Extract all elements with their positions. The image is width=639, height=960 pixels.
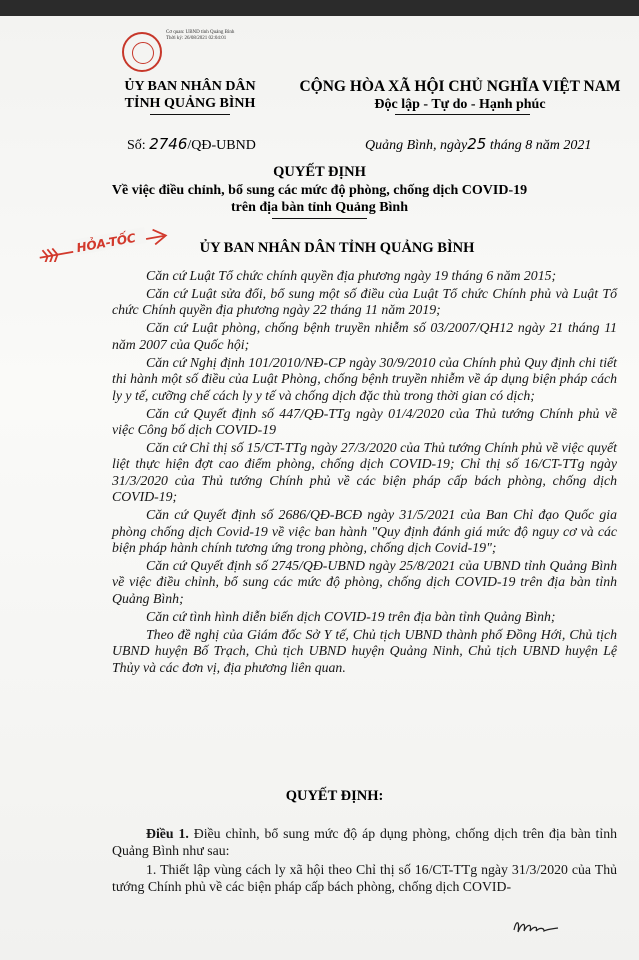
date-suffix: tháng 8 năm 2021 <box>489 138 592 153</box>
article-1-item-1: 1. Thiết lập vùng cách ly xã hội theo Chỉ thị số 16/CT-TTg ngày 31/3/2020 của Thủ tướng Chính phủ về các biện pháp cấp bách phòng, chống dịch COVID- <box>112 862 617 894</box>
subject-line-1: Về việc điều chỉnh, bổ sung các mức độ phòng, chống dịch COVID-19 <box>111 183 528 198</box>
number-value: 2746 <box>149 135 188 153</box>
org-line-1: ỦY BAN NHÂN DÂN <box>124 79 256 94</box>
divider <box>272 218 367 219</box>
legal-basis <box>112 268 617 678</box>
stamp-line: Thời ký: 26/08/2021 02:04:01 <box>166 36 227 41</box>
top-edge-bar <box>0 0 639 16</box>
basis-paragraph: Căn cứ Quyết định số 2686/QĐ-BCĐ ngày 31/5/2021 của Ban Chỉ đạo Quốc gia phòng chống dịch Covid-19 về việc ban hành "Quy định đánh giá mức độ nguy cơ và các biện pháp hành chính tương ứng trong phòng, chống dịch Covid-19"; <box>112 507 617 556</box>
number-label: Số: <box>127 138 146 153</box>
divider <box>395 114 530 115</box>
subject-line-2: trên địa bàn tỉnh Quảng Bình <box>230 200 408 215</box>
article-1-intro <box>112 826 617 859</box>
basis-paragraph: Căn cứ tình hình diễn biến dịch COVID-19 trên địa bàn tỉnh Quảng Bình; <box>146 608 556 624</box>
basis-paragraph: Theo đề nghị của Giám đốc Sở Y tế, Chủ tịch UBND thành phố Đồng Hới, Chủ tịch UBND huyện Bố Trạch, Chủ tịch UBND huyện Quảng Ninh, Chủ tịch UBND huyện Lệ Thủy và các đơn vị, địa phương liên quan. <box>112 626 617 675</box>
date-prefix: Quảng Bình, ngày <box>365 138 468 153</box>
org-line-2: TỈNH QUẢNG BÌNH <box>124 96 256 111</box>
divider <box>150 114 230 115</box>
basis-paragraph: Căn cứ Chỉ thị số 15/CT-TTg ngày 27/3/2020 của Thủ tướng Chính phủ về việc quyết liệt thực hiện đợt cao điểm phòng, chống dịch COVID-19; Chỉ thị số 16/CT-TTg ngày 31/3/2020 của Thủ tướng Chính phủ về các biện pháp cấp bách phòng, chống dịch COVID-19; <box>112 440 617 505</box>
digital-signature-note <box>166 30 234 42</box>
stamp-line: Cơ quan: UBND tỉnh Quảng Bình <box>166 30 235 35</box>
document-subject <box>0 182 639 216</box>
date-day: 25 <box>467 135 487 153</box>
basis-paragraph: Căn cứ Quyết định số 2745/QĐ-UBND ngày 25/8/2021 của UBND tỉnh Quảng Bình về việc điều chỉnh, bổ sung các mức độ phòng, chống dịch COVID-19 trên địa bàn tỉnh Quảng Bình; <box>112 558 617 606</box>
basis-paragraph: Căn cứ Luật phòng, chống bệnh truyền nhiễm số 03/2007/QH12 ngày 21 tháng 11 năm 2007 của Quốc hội; <box>112 320 617 352</box>
document-number <box>127 135 256 154</box>
national-heading <box>290 78 630 114</box>
basis-paragraph: Căn cứ Luật Tổ chức chính quyền địa phương ngày 19 tháng 6 năm 2015; <box>146 268 557 283</box>
article-label: Điều 1. <box>146 826 189 841</box>
basis-paragraph: Căn cứ Quyết định số 447/QĐ-TTg ngày 01/4/2020 của Thủ tướng Chính phủ về việc Công bố dịch COVID-19 <box>112 405 617 438</box>
article-text: Điều chỉnh, bổ sung mức độ áp dụng phòng, chống dịch trên địa bàn tỉnh Quảng Bình như sau: <box>112 826 617 858</box>
issue-date <box>365 135 591 154</box>
basis-paragraph: Căn cứ Luật sửa đổi, bổ sung một số điều của Luật Tổ chức Chính phủ và Luật Tổ chức Chính quyền địa phương ngày 22 tháng 11 năm 2019; <box>112 286 617 318</box>
decision-heading: QUYẾT ĐỊNH: <box>285 788 384 804</box>
initials-signature <box>500 910 570 940</box>
issuing-authority <box>105 78 275 112</box>
emblem-seal <box>122 32 162 72</box>
issuing-body-heading: ỦY BAN NHÂN DÂN TỈNH QUẢNG BÌNH <box>199 240 475 256</box>
number-suffix: /QĐ-UBND <box>187 138 256 153</box>
article-1 <box>112 826 617 898</box>
motto: Độc lập - Tự do - Hạnh phúc <box>374 97 546 112</box>
urgent-text: HỎA-TỐC <box>75 230 137 256</box>
basis-paragraph: Căn cứ Nghị định 101/2010/NĐ-CP ngày 30/9/2010 của Chính phủ Quy định chi tiết thi hành một số điều của Luật Phòng, chống bệnh truyền nhiễm về áp dụng biện pháp cách ly y tế, cưỡng chế cách ly y tế và chống dịch đặc thù trong thời gian có dịch; <box>112 354 617 403</box>
country-name: CỘNG HÒA XÃ HỘI CHỦ NGHĨA VIỆT NAM <box>299 78 621 95</box>
document-type: QUYẾT ĐỊNH <box>273 164 366 180</box>
